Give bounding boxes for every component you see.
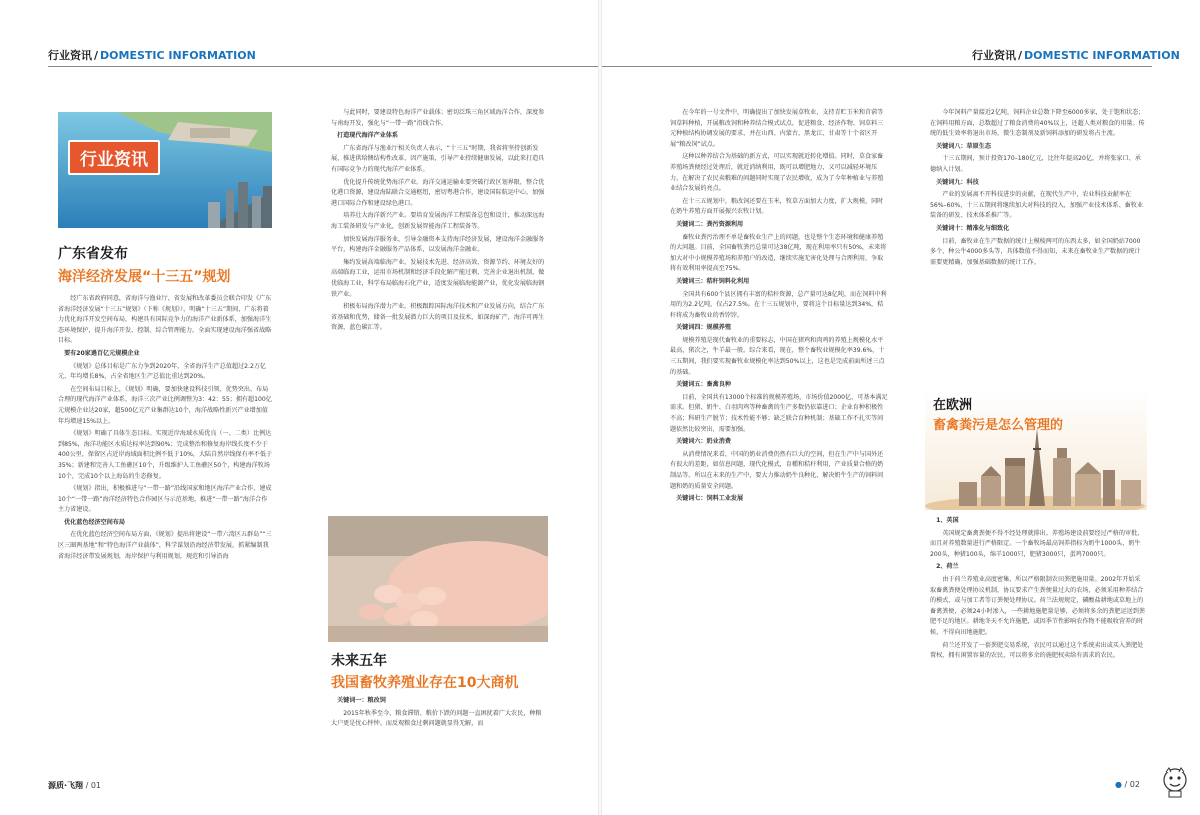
body-paragraph: 目前，畜牧业在生产数据的统计上模棱两可的东西太多，如全国奶站7000多个，种公牛4000多头等，具体数值不得而知，未来在畜牧业生产数据的统计需要更精确，加强基础数据的统计工作。 bbox=[930, 237, 1141, 266]
footer-logo-icon: ● bbox=[1115, 780, 1122, 789]
body-paragraph: 畜牧业粪污治理不单是畜牧业生产上的问题，也是整个生态环境和健康养殖的大问题。目前，全国畜牧粪污总量可达38亿吨，现在利用率只有50%，未来将加大对中小规模养殖场和养殖户的改造，继续实施无害化处理与合理利用，争取将有效利用率提高至75%。 bbox=[670, 233, 887, 273]
body-paragraph: 广东省海洋与渔业厅相关负责人表示，“十三五”时期，我省将坚持创新发展，推进供给侧结构性改革，因产施策，引导产业持续健康发展，以此来打造具有国际竞争力的现代海洋产业体系。 bbox=[331, 144, 545, 173]
mascot-logo-icon bbox=[1160, 766, 1190, 798]
section-title-en: DOMESTIC INFORMATION bbox=[100, 49, 256, 62]
article2-title-main: 未来五年 bbox=[331, 653, 387, 669]
article2-column-4 bbox=[930, 108, 1145, 374]
subheading: 关键词七：饲料工业发展 bbox=[676, 495, 744, 503]
body-paragraph: 今年饲料产量接近2亿吨，饲料企业总数下降至6000多家，处于饱和状态；在饲料用粮方面，总数超过了粮食消费的40%以上，还超人类对粮食的用量。传统的低生效率将退出市场，微生态制剂及新饲料添加的研发将占主流。 bbox=[930, 109, 1145, 138]
footer-right bbox=[1115, 780, 1140, 789]
body-paragraph: 培养壮大海洋新兴产业。要培育发展海洋工程装备总包和设计，推动深远海海工装备研发与产业化，创新发展智能海洋工程装备等。 bbox=[331, 212, 545, 230]
body-paragraph: 经广东省政府同意，省海洋与渔业厅、省发展和改革委员会联合印发《广东省海洋经济发展“十三五”规划》（下称《规划》），明确“十三五”期间，广东将着力优化海洋开发空间布局，构建具有国际竞争力的海洋产业新体系，加强海洋生态环境保护，提升海洋开发、控制、综合管理能力，全面实现建设海洋强省战略目标。 bbox=[58, 295, 272, 345]
article1-column-2 bbox=[331, 108, 546, 510]
piglets-photo bbox=[328, 516, 548, 642]
article2-column-2 bbox=[331, 696, 546, 760]
right-page bbox=[600, 0, 1200, 815]
body-paragraph: 积极布局海洋潜力产业。积极跟踪国际海洋技术和产业发展方向，结合广东省基础和优势，储备一批发展潜力巨大的项目及技术，如深海矿产，海洋可再生资源，蓝色碳汇等。 bbox=[331, 303, 545, 332]
body-paragraph: 产业的发展离不开科技进步的贡献，在现代生产中，农业科技贡献率在56%–60%，十三五期间将继续加大对科技的投入，加强产业技术体系、畜牧业装备的研发、技术体系推广等。 bbox=[930, 191, 1143, 220]
subheading: 关键词四：规模养殖 bbox=[676, 324, 731, 332]
subheading: 关键词八：草原生态 bbox=[936, 142, 991, 150]
industry-news-tag: 行业资讯 bbox=[68, 140, 160, 175]
body-paragraph: 2015年秋季至今，粮食滞销、粮价下跌的问题一直困扰着广大农民，种粮大户更是忧心忡忡。而反观粮食过剩问题就显得无解，而 bbox=[331, 709, 542, 728]
subheading: 要有20家過百亿元规模企业 bbox=[64, 349, 140, 357]
page-number-left: / 01 bbox=[85, 781, 102, 790]
header-rule bbox=[48, 66, 598, 67]
subheading: 优化蓝色经济空间布局 bbox=[64, 518, 126, 526]
body-paragraph: 《规划》总体目标是广东力争到2020年，全省海洋生产总值超过2.2万亿元，年均增长8%，占全省地区生产总值比重达到20%。 bbox=[58, 362, 267, 381]
body-paragraph: 由于荷兰养殖业高度密集，所以严格限制农田粪肥施用量。2002年开始采取畜禽粪便处理协议机制，协议要求产生粪便量过大的农场，必须采用种养结合的模式，或与加工者等订粪便处理协议。荷兰法规规定，磷酸盐耕地或草地上的畜禽粪便，必须24小时渗入，一些耕地施肥量是够，必须将多余的粪肥运送到粪肥不足的地区。耕地冬天不允许施肥，或因季节性影响农作物不能吸收营养的时候，不得向田地施肥。 bbox=[930, 575, 1145, 636]
article1-column-1 bbox=[58, 294, 273, 761]
subheading: 2、荷兰 bbox=[936, 563, 959, 571]
subheading: 关键词一：粮改饲 bbox=[337, 697, 386, 704]
article3-title-sub: 畜禽粪污是怎么管理的 bbox=[933, 418, 1064, 433]
body-paragraph: 优化提升传统优势海洋产业。海洋交通运输业要突破行政区划界限，整合优化港口资源，建设海陆联合交通枢纽，密切粤港合作，建设国际航运中心，加强港口国际合作和建设绿色港口。 bbox=[331, 178, 545, 207]
page-number-right: / 02 bbox=[1124, 780, 1140, 789]
body-paragraph: 加快发展海洋服务业，引导金融资本支持海洋经济发展，建设海洋金融服务平台，构建海洋金融服务产品体系，以发展海洋金融业。 bbox=[331, 235, 545, 254]
harbor-banner-image bbox=[58, 112, 272, 228]
body-paragraph: 这种以种养结合为基础的新方式，可以实现就近转化增值。同时，草食家畜养殖场粪便经过处理后，就近消纳利用，既可以增肥地力，又可以减轻环境压力，在解决了农民卖粮难的问题同时实现了农民增收，成为了今年种植业与养殖业结合发展的亮点。 bbox=[670, 153, 884, 193]
section-header-left bbox=[48, 47, 256, 63]
subheading: 1、英国 bbox=[936, 517, 959, 524]
body-paragraph: 全国共有600个县区拥有丰富的秸秆资源，总产量可达8亿吨，而在饲料中利用的为2.2亿吨，仅占27.5%。在十三五规划中，要将这个目标量达到34%，秸秆将成为畜牧业的香饽饽。 bbox=[670, 290, 887, 319]
header-rule bbox=[602, 66, 1152, 67]
subheading: 关键词三：秸秆饲料化利用 bbox=[676, 277, 750, 285]
body-paragraph: 目前，全国共有13000个标准的规模养殖场，市场价值2000亿，可基本满足需求。但猪、奶牛、白羽肉鸡等种畜禽的生产多数仍依靠进口；企业育种积极性不高；科研生产脱节；技术性能不够；缺乏联合育种机制；基础工作不扎实等问题依然比较突出，需要加强。 bbox=[670, 393, 888, 433]
europe-banner-image bbox=[925, 388, 1147, 510]
article3-column bbox=[930, 516, 1145, 760]
body-paragraph: 英国规定畜禽粪便不得不经处理就排出。养殖场建设前要经过严格的审批，而且对养殖数量进行严格限定。一个畜牧场最高饲养指标为奶牛1000头，奶牛200头，种猪100头，绵羊1000只，肥猪3000只，蛋鸡7000只。 bbox=[930, 529, 1144, 558]
article3-title-main: 在欧洲 bbox=[933, 398, 973, 413]
article1-title-main: 广东省发布 bbox=[58, 246, 128, 262]
footer-left bbox=[48, 780, 101, 791]
body-paragraph: 在十三五规划中，粮改饲还要在玉米，牧草方面加大力度，扩大规模，同时在奶牛养殖方面开展振兴农牧计划。 bbox=[670, 197, 884, 216]
article1-title-sub: 海洋经济发展“十三五”规划 bbox=[58, 269, 231, 285]
body-paragraph: 《规划》指出，积极推进与“一带一路”沿线国家和地区海洋产业合作，建成10个“一带一路”海洋经济特色合作园区与示范基地，推进“一带一路”海洋合作主力省建设。 bbox=[58, 485, 272, 514]
article2-column-3 bbox=[670, 108, 888, 758]
footer-publication-mark: 源质·飞翔 bbox=[48, 781, 84, 790]
section-title-cn: 行业资讯 bbox=[972, 49, 1016, 62]
subheading: 关键词二：粪污资源利用 bbox=[676, 220, 744, 228]
subheading: 打造现代海洋产业体系 bbox=[337, 132, 399, 140]
body-paragraph: 荷兰还开发了一套粪肥交易系统，农民可以通过这个系统卖出或买入粪肥处置权，拥有闲置容量的农民，可以将多余的施肥权卖给有需求的农民。 bbox=[930, 641, 1144, 660]
header-separator: / bbox=[1018, 49, 1023, 62]
subheading: 关键词六：奶业消费 bbox=[676, 438, 731, 446]
body-paragraph: 规模养殖是现代畜牧业的重要标志，中国在猪鸡和肉鸡的养殖上规模化水平最高，猪次之，牛羊最一般。综合来看，现在，整个畜牧业规模化率39.6%，十三五期间，我们要实现畜牧业规模化率达到50%以上，这也是完成前面所述三点的基础。 bbox=[670, 336, 885, 376]
section-title-en: DOMESTIC INFORMATION bbox=[1024, 49, 1180, 62]
subheading: 关键词九：科技 bbox=[936, 178, 979, 186]
article2-title-sub: 我国畜牧养殖业存在10大商机 bbox=[331, 675, 519, 691]
body-paragraph: 在优化蓝色经济空间布局方面，《规划》提出将建设“一带六湾区五群岛”“三区三圈两基地”和“特色海洋产业载体”，科学谋划沿海经济带发展，抓紧编制我省海洋经济带发展规划，海岸保护与利用规划，规范和引导沿海 bbox=[58, 531, 272, 560]
subheading: 关键词五：畜禽良种 bbox=[676, 381, 731, 389]
body-paragraph: 《规划》明确了具体生态目标。实现近岸海域水质优良（一、二类）比例达到85%，海洋功能区水质达标率达到90%；完成整治和修复海岸线长度不少于400公里，保留区占近岸海域面积比例不低于10%，大陆自然岸线保有率不低于35%；新建和完善人工鱼礁区10个，升级维护人工鱼礁区50个，构建海洋牧场10个，完成10个以上海岛的生态修复。 bbox=[58, 430, 273, 480]
body-paragraph: 从消费情况来看，中国的奶业消费仍然有巨大的空间，但在生产中与国外还有很大的差距，如信息问题，现代化模式，育種和秸秆利用，产业质量合格的奶制品等。所以在未来的生产中，要大力推动奶牛良种化，解决奶牛生产的饲料问题和奶的质量安全问题。 bbox=[670, 450, 884, 490]
body-paragraph: 十三五期间，预计投资170–180亿元，比往年提高20亿，并将张家口、承德纳入计划。 bbox=[930, 155, 1141, 173]
subheading: 关键词十：精准化与细致化 bbox=[936, 224, 1010, 232]
piglets-illustration bbox=[328, 516, 548, 642]
header-separator: / bbox=[94, 49, 99, 62]
body-paragraph: 与此同时，要建设特色海洋产业载体；密切泛珠三角区域海洋合作，深度参与南海开发，强化与“一带一路”沿线合作。 bbox=[331, 109, 545, 127]
body-paragraph: 在空间布局目标上，《规划》明确，要加快建设科技引领、优势突出、布局合理的现代海洋产业体系，海洋三次产业比例调整为3：42：55；拥有超100亿元规模企业达20家，超500亿元产业集群达10个，海洋战略性新兴产业增加值年均增速15%以上。 bbox=[58, 385, 272, 425]
section-title-cn: 行业资讯 bbox=[48, 49, 92, 62]
section-header-right bbox=[972, 47, 1180, 63]
body-paragraph: 集约发展高端临海产业。发展技术先进、经济高效、资源节约、环境友好的高端临海工业，运用市场机制和经济手段化解产能过剩，完善企业退出机制，做优临海工业，科学布局临海石化产业，适度发展临海能源产业，优化发展临海钢铁产业。 bbox=[331, 258, 545, 298]
body-paragraph: 在今年的一号文件中，明确提出了加快发展草牧业，支持青贮玉米和苜蓿等饲草料种植，开展粮改饲和种养结合模式试点，促进粮食、经济作物、饲草料三元种植结构协调发展的要求，并在山西、内蒙古、黑龙江、甘肃等十个省区开展“粮改饲”试点。 bbox=[670, 109, 884, 148]
